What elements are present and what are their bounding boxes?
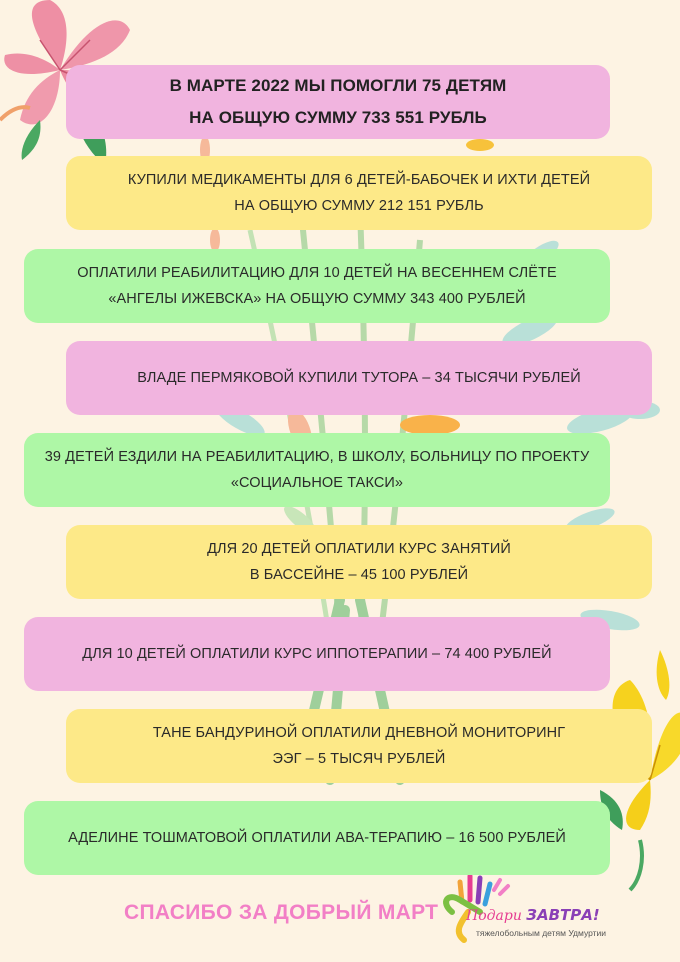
help-item-line-1: ВЛАДЕ ПЕРМЯКОВОЙ КУПИЛИ ТУТОРА – 34 ТЫСЯЧИ РУБЛЕЙ (137, 370, 581, 386)
logo-name (466, 906, 600, 924)
help-item-card (24, 617, 610, 691)
help-item-line-1: ОПЛАТИЛИ РЕАБИЛИТАЦИЮ ДЛЯ 10 ДЕТЕЙ НА ВЕСЕННЕМ СЛЁТЕ (77, 265, 557, 281)
help-item-line-1: КУПИЛИ МЕДИКАМЕНТЫ ДЛЯ 6 ДЕТЕЙ-БАБОЧЕК И ИХТИ ДЕТЕЙ (127, 172, 591, 188)
logo-name-part-2: ЗАВТРА! (526, 906, 600, 924)
help-item-line-2: В БАССЕЙНЕ – 45 100 РУБЛЕЙ (249, 567, 469, 583)
help-item-line-1: ДЛЯ 10 ДЕТЕЙ ОПЛАТИЛИ КУРС ИППОТЕРАПИИ – 74 400 РУБЛЕЙ (82, 646, 552, 662)
logo-tagline: тяжелобольным детям Удмуртии (476, 928, 607, 938)
thanks-heading: СПАСИБО ЗА ДОБРЫЙ МАРТ (124, 901, 439, 924)
help-item-line-2: «АНГЕЛЫ ИЖЕВСКА» НА ОБЩУЮ СУММУ 343 400 РУБЛЕЙ (108, 291, 526, 307)
help-item-line-1: 39 ДЕТЕЙ ЕЗДИЛИ НА РЕАБИЛИТАЦИЮ, В ШКОЛУ, БОЛЬНИЦУ ПО ПРОЕКТУ (44, 449, 590, 465)
help-item-line-2: НА ОБЩУЮ СУММУ 212 151 РУБЛЬ (234, 198, 484, 214)
summary-line-1: В МАРТЕ 2022 МЫ ПОМОГЛИ 75 ДЕТЯМ (169, 76, 507, 95)
summary-line-2: НА ОБЩУЮ СУММУ 733 551 РУБЛЬ (189, 108, 487, 127)
logo-name-part-1: Подари (466, 908, 527, 924)
help-item-line-1: ТАНЕ БАНДУРИНОЙ ОПЛАТИЛИ ДНЕВНОЙ МОНИТОРИНГ (152, 725, 566, 741)
help-item-line-1: ДЛЯ 20 ДЕТЕЙ ОПЛАТИЛИ КУРС ЗАНЯТИЙ (207, 541, 511, 557)
summary-card (66, 65, 610, 139)
help-item-card (66, 156, 652, 230)
help-item-card (66, 709, 652, 783)
help-item-card (66, 341, 652, 415)
help-item-line-2: ЭЭГ – 5 ТЫСЯЧ РУБЛЕЙ (272, 751, 446, 767)
help-item-card (24, 433, 610, 507)
help-item-card (24, 801, 610, 875)
help-item-card (66, 525, 652, 599)
help-item-line-2: «СОЦИАЛЬНОЕ ТАКСИ» (230, 475, 404, 491)
help-item-card (24, 249, 610, 323)
help-item-line-1: АДЕЛИНЕ ТОШМАТОВОЙ ОПЛАТИЛИ АВА-ТЕРАПИЮ – 16 500 РУБЛЕЙ (68, 830, 566, 846)
